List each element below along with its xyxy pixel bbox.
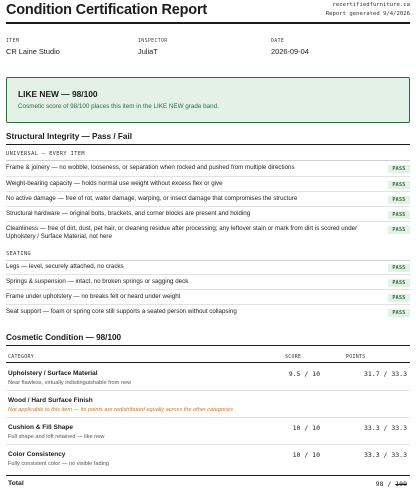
category-points: 31.7 / 33.3 bbox=[363, 370, 407, 378]
total-label: Total bbox=[8, 480, 24, 487]
total-score: 98 bbox=[375, 480, 384, 488]
check-row bbox=[6, 305, 410, 320]
category-name: Wood / Hard Surface Finish bbox=[8, 397, 93, 404]
site-name: recertifiedfurniture.ca bbox=[332, 2, 410, 8]
meta-date-label: DATE bbox=[271, 39, 285, 44]
cosmetic-row bbox=[6, 367, 410, 391]
meta-inspector-label: INSPECTOR bbox=[138, 39, 168, 44]
table-header-rule bbox=[6, 362, 410, 363]
pass-badge: PASS bbox=[388, 165, 410, 173]
check-row bbox=[6, 161, 410, 177]
check-row bbox=[6, 222, 410, 245]
meta-date-value: 2026-09-04 bbox=[271, 47, 309, 56]
category-note: Near flawless, virtually indistinguishable from new bbox=[8, 380, 132, 386]
category-name: Upholstery / Surface Material bbox=[8, 370, 98, 377]
category-score: 10 / 10 bbox=[292, 424, 320, 432]
column-points: POINTS bbox=[346, 354, 366, 360]
cosmetic-heading: Cosmetic Condition — 98/100 bbox=[6, 333, 410, 346]
meta-date bbox=[271, 39, 309, 56]
check-row bbox=[6, 275, 410, 290]
pass-badge: PASS bbox=[388, 279, 410, 287]
report-title: Condition Certification Report bbox=[6, 2, 208, 18]
category-name: Cushion & Fill Shape bbox=[8, 424, 74, 431]
group-seating-label: SEATING bbox=[6, 251, 410, 261]
check-row bbox=[6, 260, 410, 275]
pass-badge: PASS bbox=[388, 181, 410, 189]
category-note: Full shape and loft retained — like new bbox=[8, 434, 105, 440]
check-text: Cleanliness — free of dirt, dust, pet hair, or cleaning residue after processing; any leftover stain or mark from dirt is scored under Upholstery / Surface Material, not here bbox=[6, 225, 358, 241]
column-score: SCORE bbox=[285, 354, 302, 360]
pass-badge: PASS bbox=[388, 264, 410, 272]
check-row bbox=[6, 177, 410, 192]
grade-description: Cosmetic score of 98/100 places this item in the LIKE NEW grade band. bbox=[18, 103, 219, 110]
check-text: Springs & suspension — intact, no broken springs or sagging deck bbox=[6, 278, 189, 285]
cosmetic-row bbox=[6, 448, 410, 472]
total-row bbox=[6, 475, 410, 489]
meta-item-value: CR Laine Studio bbox=[6, 47, 60, 56]
category-points: 33.3 / 33.3 bbox=[363, 424, 407, 432]
grade-callout bbox=[6, 77, 410, 123]
cosmetic-row bbox=[6, 394, 410, 418]
meta-item-label: ITEM bbox=[6, 39, 20, 44]
pass-badge: PASS bbox=[388, 226, 410, 234]
category-name: Color Consistency bbox=[8, 451, 66, 458]
pass-badge: PASS bbox=[388, 211, 410, 219]
category-score: 9.5 / 10 bbox=[288, 370, 320, 378]
check-text: Frame under upholstery — no breaks felt or heard under weight bbox=[6, 293, 181, 300]
pass-badge: PASS bbox=[388, 294, 410, 302]
pass-badge: PASS bbox=[388, 309, 410, 317]
cosmetic-row bbox=[6, 421, 410, 445]
check-text: Weight-bearing capacity — holds normal use weight without excess flex or give bbox=[6, 180, 223, 187]
check-text: No active damage — free of rot, water damage, warping, or insect damage that compromises the structure bbox=[6, 195, 298, 202]
check-text: Legs — level, securely attached, no cracks bbox=[6, 263, 124, 270]
check-text: Seat support — foam or spring core still supports a seated person without collapsing bbox=[6, 308, 237, 315]
meta-item bbox=[6, 39, 60, 56]
check-text: Structural hardware — original bolts, brackets, and corner blocks are present and holding bbox=[6, 210, 251, 217]
group-universal-label: UNIVERSAL — EVERY ITEM bbox=[6, 151, 410, 161]
check-row bbox=[6, 192, 410, 207]
total-value: 98 / 100 bbox=[375, 480, 407, 488]
meta-inspector bbox=[138, 39, 168, 56]
column-category: CATEGORY bbox=[8, 354, 34, 360]
total-denominator: 100 bbox=[395, 480, 407, 488]
category-score: 10 / 10 bbox=[292, 451, 320, 459]
generated-date: Report generated 9/4/2026 bbox=[325, 11, 410, 17]
category-points: 33.3 / 33.3 bbox=[363, 451, 407, 459]
check-row bbox=[6, 207, 410, 222]
meta-inspector-value: JuliaT bbox=[138, 47, 158, 56]
pass-badge: PASS bbox=[388, 196, 410, 204]
check-row bbox=[6, 290, 410, 305]
check-text: Frame & joinery — no wobble, looseness, or separation when rocked and pushed from multiple directions bbox=[6, 164, 295, 171]
category-note: Fully consistent color — no visible fading bbox=[8, 461, 110, 467]
report-header bbox=[6, 0, 410, 24]
category-note-na: Not applicable to this item — its points are redistributed equally across the other categories bbox=[8, 407, 234, 413]
structural-heading: Structural Integrity — Pass / Fail bbox=[6, 132, 410, 145]
grade-title: LIKE NEW — 98/100 bbox=[18, 89, 98, 99]
